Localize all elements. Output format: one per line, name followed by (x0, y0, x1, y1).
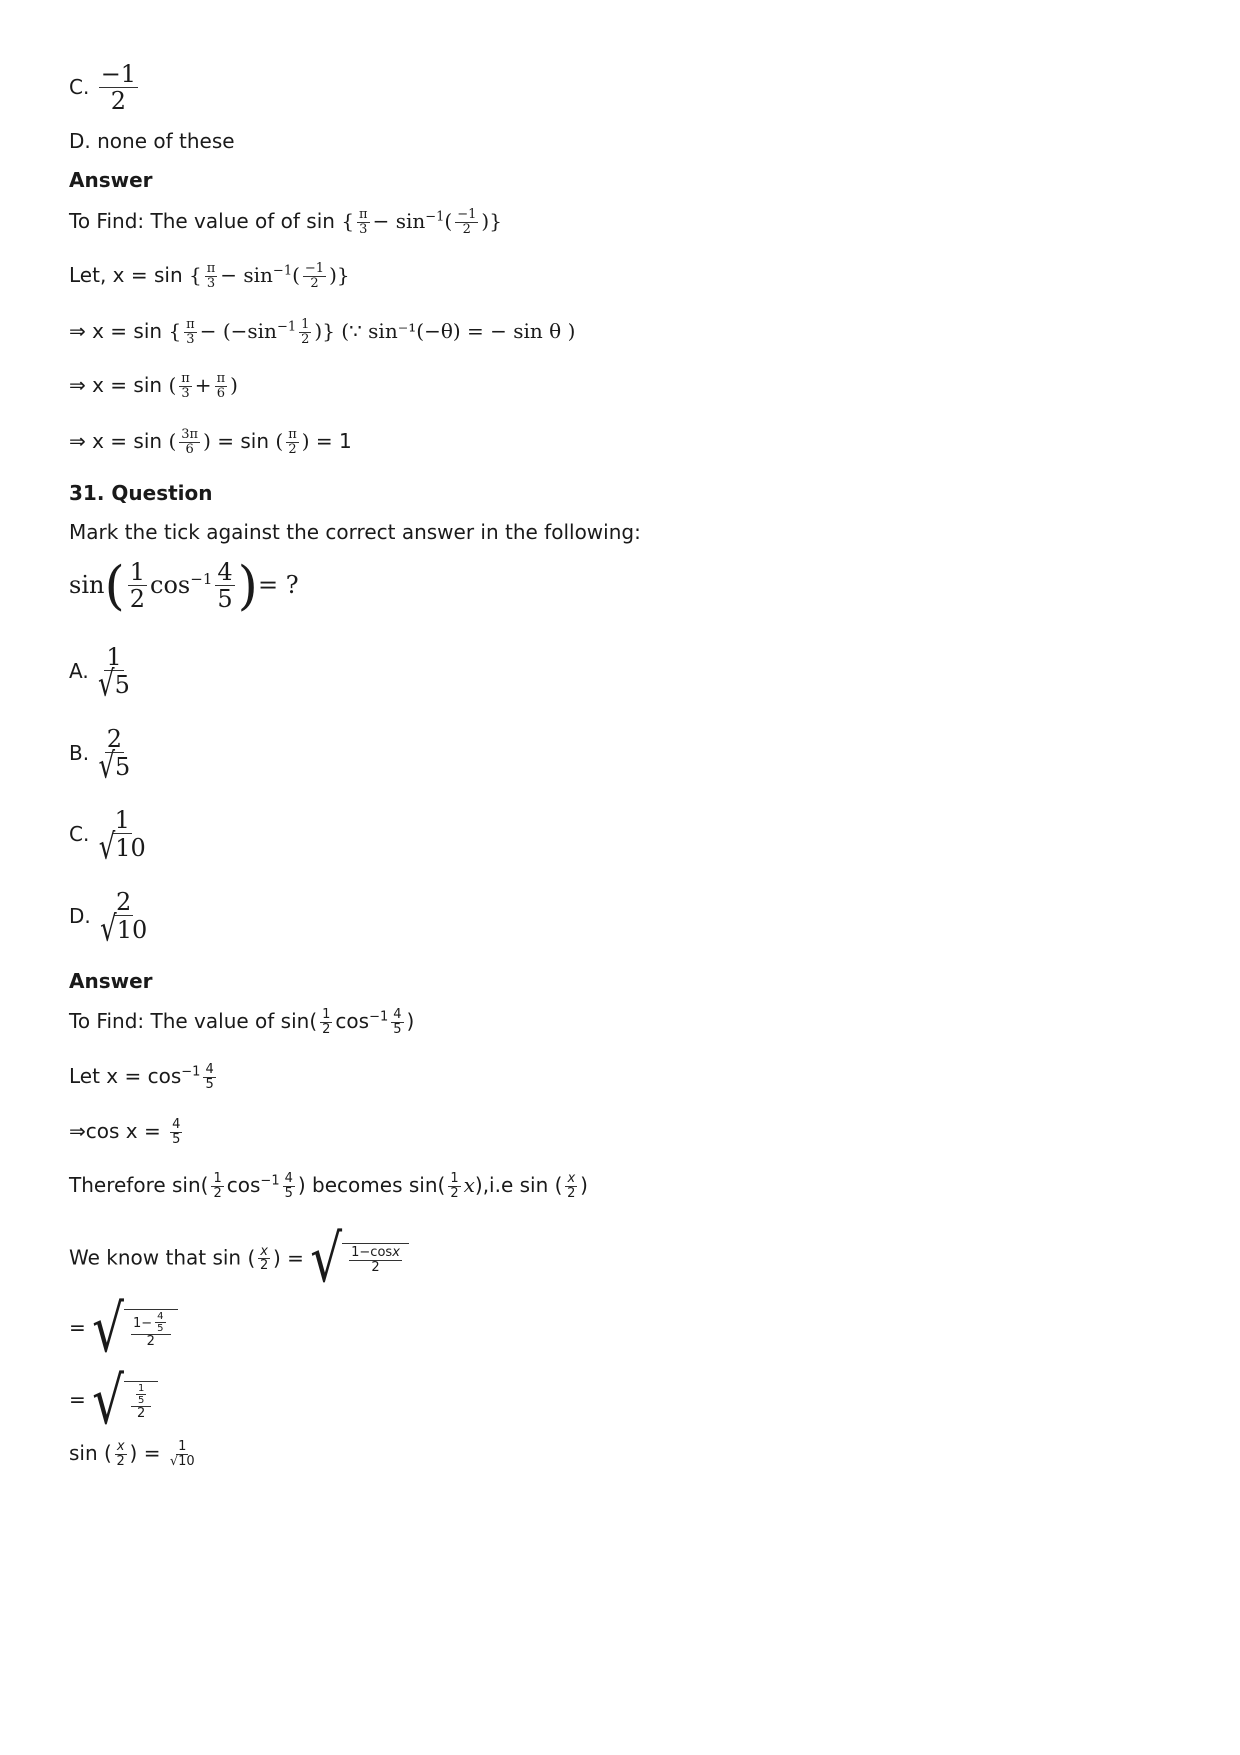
text: Let x = (69, 1063, 142, 1088)
fraction: 2 √ 5 (98, 725, 131, 788)
expression: ( $\frac{1}{2}$ $\cos^{-1}$ $\frac{4}{5}$ ) (200, 1171, 306, 1201)
fraction: $\frac{1}{√10}$ (169, 1439, 195, 1469)
step-3 (69, 428, 352, 457)
answer-heading: Answer (69, 168, 153, 192)
sub-step-1 (69, 1291, 178, 1367)
identity-line (69, 1221, 409, 1297)
numerator: 1 (106, 643, 122, 671)
expression: ( $\frac{\pi}{3}$ + $\frac{\pi}{6}$ ) (168, 371, 238, 401)
option-label: C. (69, 821, 90, 846)
option-label: A. (69, 658, 89, 683)
fraction (99, 62, 138, 115)
text: = (69, 1315, 86, 1340)
fraction: 1 √ 5 (98, 643, 130, 706)
sqrt: √ $\frac{1-\cos x}{2}$ (310, 1230, 409, 1288)
text: ⇒ x = sin (69, 428, 163, 453)
step-2 (69, 372, 238, 401)
text: sin (69, 1440, 98, 1465)
text: = (69, 1387, 86, 1412)
text: Therefore sin (69, 1172, 201, 1197)
text: ⇒ x = sin (69, 318, 163, 343)
expression: { $\frac{\pi}{3}$ − $\sin^{-1}$( $\frac{-1}{2}$ )} (341, 207, 502, 237)
question-instruction: Mark the tick against the correct answer in the following: (69, 520, 641, 544)
sub-step-2 (69, 1363, 158, 1439)
expression: ( $\frac{x}{2}$ ) (554, 1171, 588, 1201)
denominator: 10 (116, 916, 148, 945)
numerator: 2 (116, 888, 132, 916)
text: To Find: The value of of sin (69, 208, 335, 233)
expression: ( $\frac{\pi}{2}$ ) (275, 427, 310, 457)
expression: $\cos^{-1}$ $\frac{4}{5}$ (147, 1062, 214, 1092)
text: To Find: The value of sin (69, 1008, 310, 1033)
option-b[interactable] (69, 725, 133, 788)
text: becomes sin (312, 1172, 438, 1197)
expression: ( $\frac{x}{2}$ ) = (247, 1243, 304, 1274)
numerator: −1 (100, 60, 137, 88)
option-c (69, 62, 141, 115)
text: ,i.e sin (482, 1172, 549, 1197)
text: = sin (217, 428, 270, 453)
expression: ( $\frac{x}{2}$ ) = (104, 1439, 161, 1469)
fraction: 1 √ 10 (98, 806, 146, 869)
text: Let, x = sin (69, 262, 183, 287)
option-label: B. (69, 740, 90, 765)
step-1 (69, 318, 575, 347)
let-line (69, 1063, 219, 1092)
option-d[interactable] (69, 888, 150, 951)
identity-note: (∵ sin⁻¹(−θ) = − sin θ ) (341, 318, 576, 343)
therefore-line (69, 1172, 588, 1201)
option-d: D. none of these (69, 129, 235, 153)
fraction: 2 √ 10 (100, 888, 148, 951)
denominator: 2 (110, 87, 127, 116)
numerator: 2 (106, 725, 122, 753)
expression: ( $\frac{1}{2}$ $\cos^{-1}$ $\frac{4}{5}$ ) (309, 1007, 415, 1037)
option-a[interactable] (69, 643, 133, 706)
option-c[interactable] (69, 806, 149, 869)
option-label: C. (69, 74, 90, 99)
option-label: D. (69, 903, 91, 928)
text: We know that sin (69, 1245, 242, 1270)
expression: { $\frac{\pi}{3}$ − $\sin^{-1}$( $\frac{-1}{2}$ )} (188, 261, 350, 291)
text: ⇒ x = sin (69, 372, 163, 397)
answer-heading: Answer (69, 969, 153, 993)
to-find-line (69, 1008, 414, 1037)
expression: ( $\frac{1}{2}$ x) (437, 1171, 483, 1201)
denominator: 5 (115, 753, 131, 782)
denominator: 5 (114, 671, 130, 700)
sqrt: √ $\frac{\frac{1}{5}}{2}$ (92, 1372, 158, 1430)
let-line (69, 262, 350, 291)
fraction: $\frac{4}{5}$ (172, 1117, 181, 1147)
question-heading: 31. Question (69, 481, 213, 505)
cos-line (69, 1118, 185, 1147)
text: ⇒cos x = (69, 1118, 161, 1143)
final-line (69, 1440, 198, 1469)
text: = 1 (315, 428, 352, 453)
to-find-line (69, 208, 502, 237)
numerator: 1 (114, 806, 130, 834)
question-expression: sin( $\frac{1}{2}$ $\cos^{-1}$ $\frac{4}{5}$ )= ? (69, 556, 299, 617)
expression: { $\frac{\pi}{3}$ − ($-\sin^{-1}$ $\frac{1}{2}$ )} (168, 317, 335, 347)
denominator: 10 (115, 834, 146, 863)
sqrt: √ 1− $\frac{4}{5}$ 2 (92, 1300, 177, 1358)
expression: ( $\frac{3\pi}{6}$ ) (168, 427, 211, 457)
